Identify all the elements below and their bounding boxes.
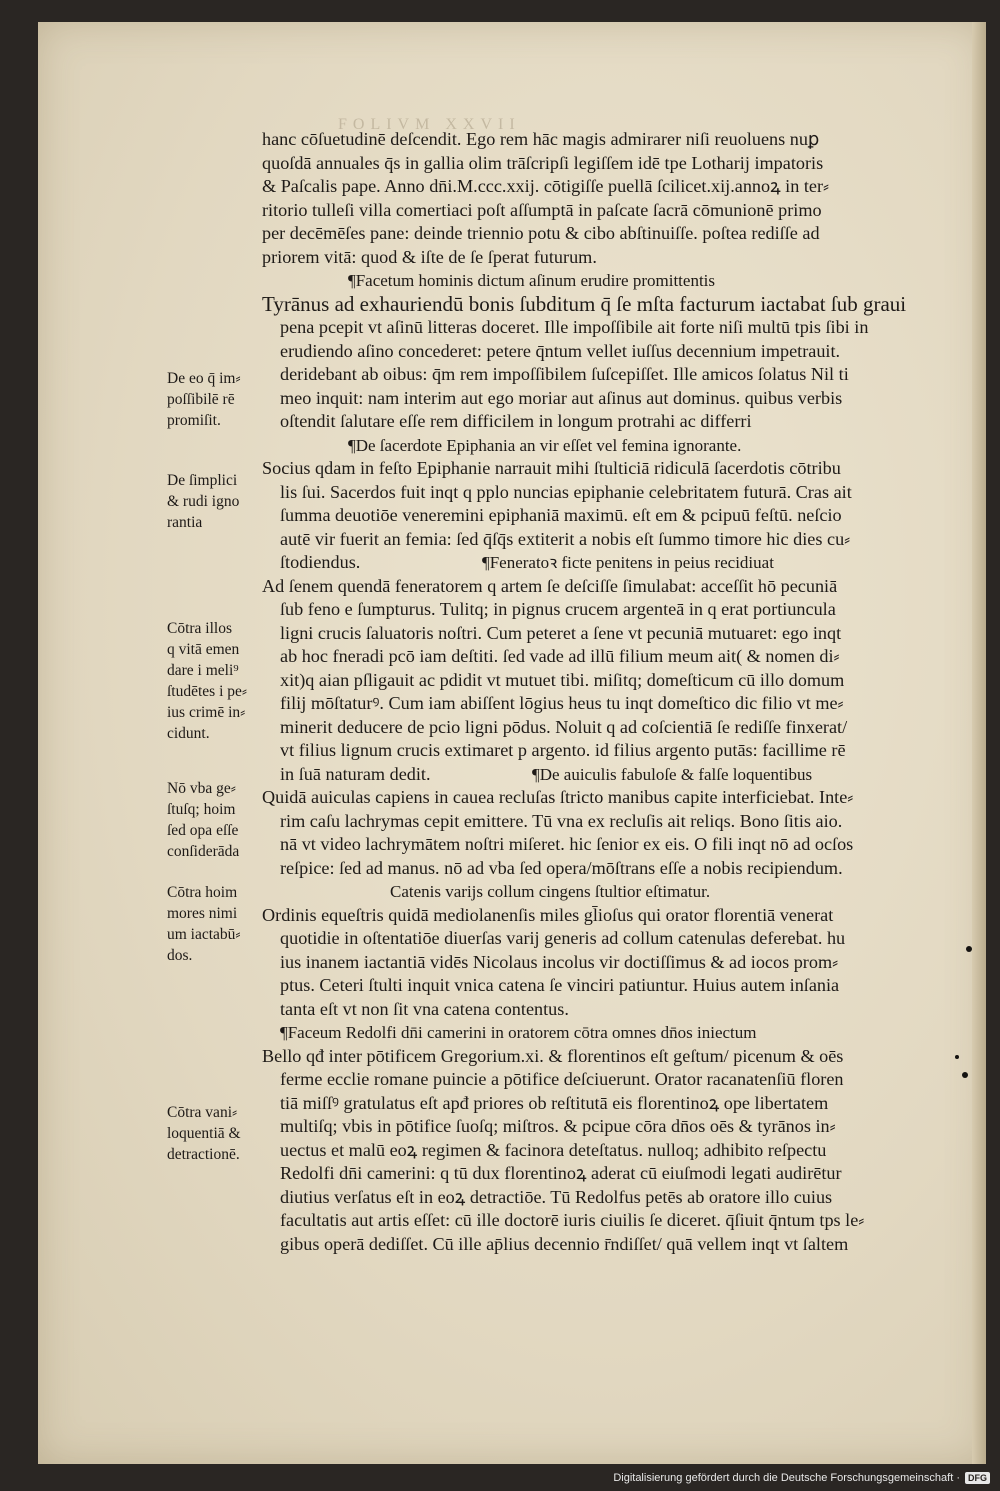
margin-note: Cōtra hoim mores nimi um iactabū⸗ dos. <box>167 884 241 964</box>
text-line: ritorio tulleſi villa comertiaci poſt aſſumptā in paſcate ſacrā cōmunionē primo <box>262 199 822 220</box>
text-line: filij mōſtaturꝰ. Cum iam abiſſent lōgius heus tu inqt domeſtico dic filio vt me⸗ <box>280 693 844 713</box>
ink-dot <box>955 1055 959 1059</box>
text-line: nā vt video lachrymātem noſtri miſeret. hic ſenior ex eis. O fili inqt nō ad ocſos <box>280 834 854 854</box>
text-line: Ordinis equeſtris quidā mediolanenſis miles gl̄ioſus qui orator florentiā venerat <box>262 904 834 925</box>
text-line: hanc cōſuetudinē deſcendit. Ego rem hāc magis admirarer niſi reuoluens nuꝑ <box>262 129 820 149</box>
text-line: Quidā auiculas capiens in cauea recluſas ſtricto manibus capite interficiebat. Inte⸗ <box>262 787 854 807</box>
text-line: diutius verſatus eſt in eoꝝ detractiōe. Tū Redolfus petēs ab oratore illo cuius <box>280 1186 833 1207</box>
text-line: priorem vitā: quod & iſte de ſe ſperat futurum. <box>262 246 597 267</box>
text-line: multiſq; vbis in pōtifice ſuoſq; miſtros. & pcipue cōra dn̄os oēs & tyrānos in⸗ <box>280 1116 836 1136</box>
text-line: ius inanem iactantiā vidēs Nicolaus incolus vir doctiſſimus & ad iocos prom⸗ <box>280 951 839 972</box>
ink-dot <box>962 1072 968 1078</box>
footer-text: Digitalisierung gefördert durch die Deutsche Forschungsgemeinschaft · <box>613 1472 960 1484</box>
text-line: quoſdā annuales q̄s in gallia olim trāſcripſi legiſſem idē tpe Lotharij impatoris <box>262 152 824 173</box>
main-text-block <box>262 128 938 1256</box>
section-heading: ¶Feneratoꝛ ficte penitens in peius recidiuat <box>482 553 774 572</box>
text-line: ſumma deuotiōe veneremini epiphaniā maximū. eſt em & pcipuū feſtū. neſcio <box>280 505 842 525</box>
margin-note: De ſimplici & rudi igno rantia <box>167 472 240 531</box>
text-line: reſpice: ſed ad manus. nō ad vba ſed opera/mōſtrans eſſe a nobis recipiendum. <box>280 857 843 878</box>
text-line: facultatis aut artis eſſet: cū ille doctorē iuris ciuilis ſe diceret. q̄ſiuit q̄ntum tps le⸗ <box>280 1210 865 1230</box>
text-line: tiā miſſꝰ gratulatus eſt apđ priores ob reſtitutā eis florentinoꝝ ope libertatem <box>280 1092 829 1113</box>
margin-note: Cōtra illos q vitā emen dare i meli⁹ ſtudētes i pe⸗ ius crimē in⸗ cidunt. <box>167 620 248 742</box>
margin-note: Nō vba ge⸗ ſtuſq; hoim ſed opa eſſe conſiderāda <box>167 780 240 860</box>
text-line: gibus operā dediſſet. Cū ille ap̄lius decennio r̄ndiſſet/ quā vellem inqt vt ſaltem <box>280 1233 849 1254</box>
text-line: Socius qdam in feſto Epiphanie narrauit mihi ſtulticiā ridiculā ſacerdotis cōtribu <box>262 458 841 478</box>
section-heading: ¶Faceum Redolfi dn̄i camerini in oratorem cōtra omnes dn̄os iniectum <box>280 1023 757 1042</box>
text-line: Ad ſenem quendā feneratorem q artem ſe deſciſſe ſimulabat: acceſſit hō pecuniā <box>262 575 838 596</box>
text-line: autē vir fuerit an femia: ſed q̄ſq̄s extiterit a nobis eſt ſummo timore hic dies cu⸗ <box>280 528 851 549</box>
text-line: uectus et malū eoꝝ regimen & facinora deteſtatus. nulloq; adhibito reſpectu <box>280 1139 827 1160</box>
section-heading: ¶De auiculis fabuloſe & falſe loquentibus <box>532 764 813 784</box>
section-heading: ¶Facetum hominis dictum aſinum erudire promittentis <box>348 271 716 290</box>
text-line: ſub feno e ſumpturus. Tulitq; in pignus crucem argenteā in q erat portiuncula <box>280 599 836 619</box>
margin-note: De eo q̄ im⸗ poſſibilē rē promiſit. <box>167 370 241 429</box>
text-line: minerit deducere de pcio ligni pōdus. Noluit q ad coſcientiā ſe rediſſe finxerat/ <box>280 716 848 737</box>
text-line: quotidie in oſtentatiōe diuerſas varij generis ad collum catenulas deferebat. hu <box>280 928 846 948</box>
text-line: ptus. Ceteri ſtulti inquit vnica catena ſe vinciri patiuntur. Huius autem inſania <box>280 975 840 995</box>
dfg-logo: DFG <box>965 1472 990 1484</box>
section-heading: Catenis varijs collum cingens ſtultior eſtimatur. <box>390 882 711 901</box>
text-line: Tyrānus ad exhauriendū bonis ſubditum q̄ ſe mſta facturum iactabat ſub graui <box>262 291 907 316</box>
text-line: tanta eſt vt non ſit vna catena contentus. <box>280 998 569 1019</box>
text-line: per decēmēſes pane: deinde triennio potu & cibo abſtinuiſſe. poſtea rediſſe ad <box>262 223 820 243</box>
text-line: ligni crucis ſaluatoris noſtri. Cum peteret a ſene vt pecuniā mutuaret: ego inqt <box>280 622 842 643</box>
text-line: & Paſcalis pape. Anno dn̄i.M.ccc.xxij. cōtigiſſe puellā ſcilicet.xij.annoꝝ in ter⸗ <box>262 176 830 196</box>
text-line: oſtendit ſalutare eſſe rem difficilem in longum protrahi ac differri <box>280 411 752 431</box>
margin-note: Cōtra vani⸗ loquentiā & detractionē. <box>167 1104 241 1163</box>
text-line: Bello qđ inter pōtificem Gregorium.xi. & florentinos eſt geſtum/ picenum & oēs <box>262 1045 844 1066</box>
text-line: lis ſui. Sacerdos fuit inqt q pplo nuncias epiphanie celebritatem futurā. Cras ait <box>280 481 852 502</box>
text-line: in ſuā naturam dedit. <box>280 763 431 784</box>
text-line: pena pcepit vt aſinū litteras doceret. Ille impoſſibile ait forte niſi multū tpis ſibi in <box>280 317 869 337</box>
text-line: Redolfi dn̄i camerini: q tū dux florentinoꝝ aderat cū eiuſmodi legati audirētur <box>280 1163 842 1183</box>
text-line: xit)q aian pſligauit ac pdidit vt mutuet tibi. miſitq; domeſticum cū illo domum <box>280 669 845 690</box>
running-header: FOLIVM XXVII <box>338 116 521 133</box>
text-line: meo inquit: nam interim aut ego moriar aut aſinus aut dominus. quibus verbis <box>280 387 843 408</box>
text-line: deridebant ab oibus: q̄m rem impoſſibilem ſuſcepiſſet. Ille amicos ſolatus Nil ti <box>280 364 849 384</box>
text-line: rim caſu lachrymas cepit emittere. Tū vna ex recluſis ait reliqs. Bono ſitis aio. <box>280 810 843 831</box>
section-heading: ¶De ſacerdote Epiphania an vir eſſet vel femina ignorante. <box>348 435 742 455</box>
text-line: ab hoc fneradi pcō iam deſtiti. ſed vade ad illū filium meum ait( & nomen di⸗ <box>280 646 840 666</box>
ink-dot <box>966 946 972 952</box>
text-line: ferme ecclie romane puincie a pōtifice deſciuerunt. Orator racanatenſiū floren <box>280 1069 844 1089</box>
text-line: erudiendo aſino concederet: petere q̄ntum vellet iuſſus decennium impetrauit. <box>280 340 841 361</box>
text-line: ſtodiendus. <box>280 552 361 572</box>
text-line: vt filius lignum crucis extimaret p argento. id filius argento putās: facillime rē <box>280 740 846 760</box>
footer <box>613 1472 990 1484</box>
